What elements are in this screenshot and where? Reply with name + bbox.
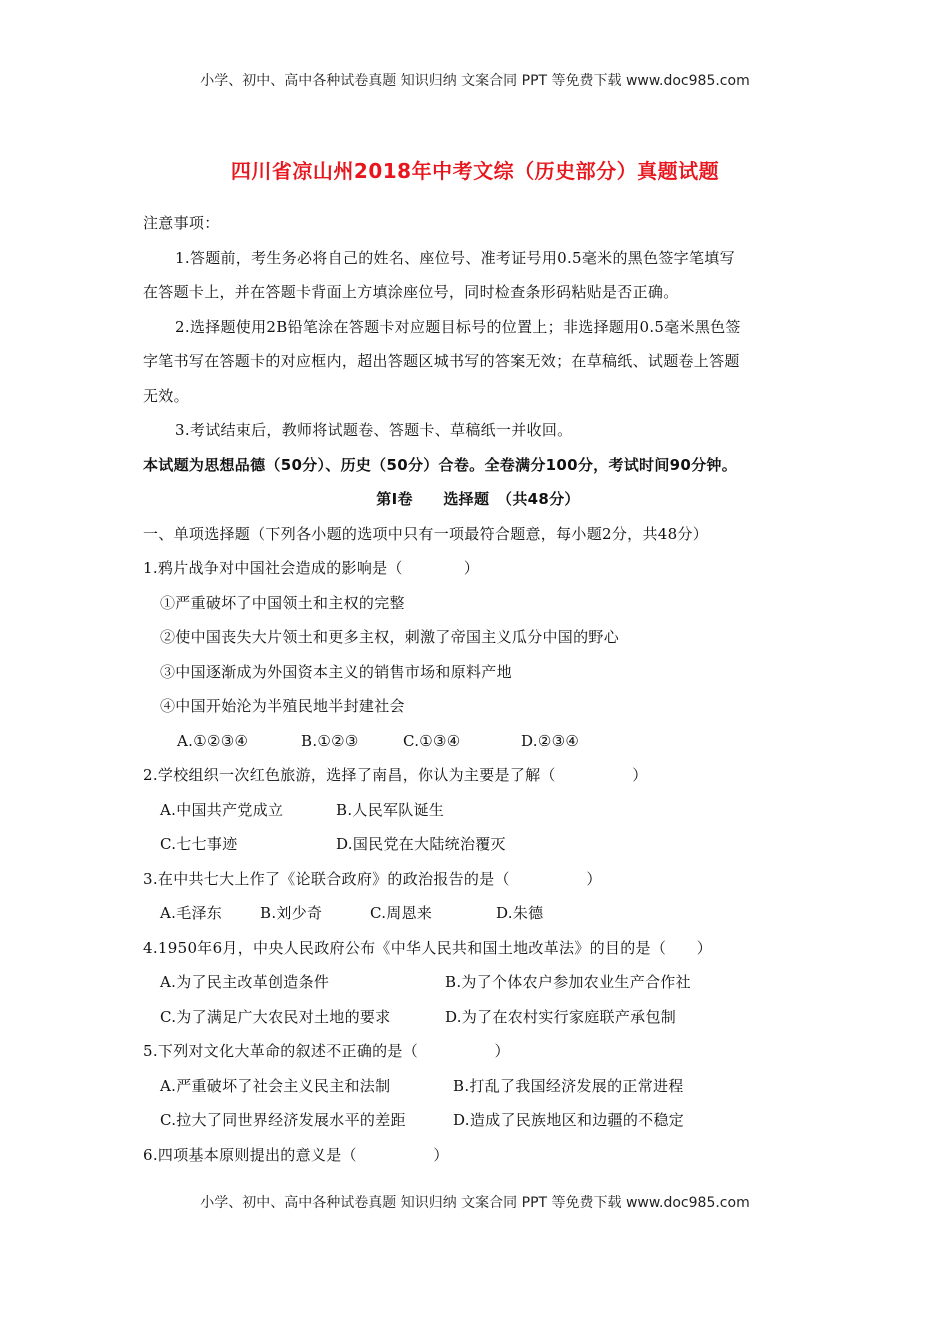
option-a: A.中国共产党成立 xyxy=(160,800,284,819)
question-statement: ①严重破坏了中国领土和主权的完整 xyxy=(160,593,405,612)
question-statement: ③中国逐渐成为外国资本主义的销售市场和原料产地 xyxy=(160,662,512,681)
document-title: 四川省凉山州2018年中考文综（历史部分）真题试题 xyxy=(230,159,720,183)
option-b: B.为了个体农户参加农业生产合作社 xyxy=(445,973,691,991)
question-stem: 3.在中共七大上作了《论联合政府》的政治报告的是（ ） xyxy=(143,869,602,888)
options-row xyxy=(143,1103,813,1138)
option-c: C.①③④ xyxy=(403,731,461,750)
question-stem: 6.四项基本原则提出的意义是（ ） xyxy=(143,1145,449,1164)
page-header-banner: 小学、初中、高中各种试卷真题 知识归纳 文案合同 PPT 等免费下载 www.doc985.com xyxy=(200,73,750,89)
options-row xyxy=(143,965,813,1000)
notice-heading: 注意事项： xyxy=(143,214,220,232)
page-footer-banner: 小学、初中、高中各种试卷真题 知识归纳 文案合同 PPT 等免费下载 www.doc985.com xyxy=(200,1195,750,1211)
option-b: B.打乱了我国经济发展的正常进程 xyxy=(453,1076,684,1095)
options-row xyxy=(143,896,813,931)
options-row xyxy=(143,1069,813,1104)
notice-line: 1.答题前，考生务必将自己的姓名、座位号、准考证号用0.5毫米的黑色签字笔填写 xyxy=(175,248,735,267)
options-row xyxy=(143,1000,813,1035)
option-d: D.朱德 xyxy=(496,904,544,922)
notice-line: 字笔书写在答题卡的对应框内，超出答题区城书写的答案无效；在草稿纸、试题卷上答题 xyxy=(143,352,740,370)
option-c: C.为了满足广大农民对土地的要求 xyxy=(160,1007,391,1026)
option-a: A.为了民主改革创造条件 xyxy=(160,973,330,991)
option-c: C.周恩来 xyxy=(370,904,433,922)
section-instruction: 一、单项选择题（下列各小题的选项中只有一项最符合题意，每小题2分，共48分） xyxy=(143,524,709,543)
question-statement: ②使中国丧失大片领土和更多主权，刺激了帝国主义瓜分中国的野心 xyxy=(160,628,620,646)
notice-line: 在答题卡上，并在答题卡背面上方填涂座位号，同时检查条形码粘贴是否正确。 xyxy=(143,283,679,301)
option-b: B.刘少奇 xyxy=(260,904,323,922)
question-stem: 2.学校组织一次红色旅游，选择了南昌，你认为主要是了解（ ） xyxy=(143,766,648,784)
exam-info: 本试题为思想品德（50分）、历史（50分）合卷。全卷满分100分，考试时间90分钟。 xyxy=(143,455,738,474)
question-stem: 1.鸦片战争对中国社会造成的影响是（ ） xyxy=(143,559,480,577)
option-d: D.为了在农村实行家庭联产承包制 xyxy=(445,1007,677,1026)
options-row xyxy=(143,793,813,828)
options-row xyxy=(143,827,813,862)
options-row xyxy=(143,724,813,759)
notice-line: 3.考试结束后，教师将试题卷、答题卡、草稿纸一并收回。 xyxy=(175,421,573,439)
notice-line: 无效。 xyxy=(143,386,189,405)
option-c: C.拉大了同世界经济发展水平的差距 xyxy=(160,1111,406,1129)
question-stem: 4.1950年6月，中央人民政府公布《中华人民共和国土地改革法》的目的是（ ） xyxy=(143,938,713,957)
option-b: B.人民军队诞生 xyxy=(336,800,445,819)
option-d: D.造成了民族地区和边疆的不稳定 xyxy=(453,1111,685,1129)
question-stem: 5.下列对文化大革命的叙述不正确的是（ ） xyxy=(143,1042,510,1060)
option-c: C.七七事迹 xyxy=(160,835,238,853)
option-d: D.②③④ xyxy=(521,731,580,750)
notice-line: 2.选择题使用2B铅笔涂在答题卡对应题目标号的位置上；非选择题用0.5毫米黑色签 xyxy=(175,317,741,336)
option-a: A.①②③④ xyxy=(177,731,249,750)
option-a: A.毛泽东 xyxy=(160,904,223,922)
option-a: A.严重破坏了社会主义民主和法制 xyxy=(160,1076,391,1095)
document-body xyxy=(143,206,813,1172)
option-d: D.国民党在大陆统治覆灭 xyxy=(336,835,506,853)
section-title: 第Ⅰ卷 选择题 （共48分） xyxy=(376,490,580,508)
question-statement: ④中国开始沦为半殖民地半封建社会 xyxy=(160,697,405,715)
option-b: B.①②③ xyxy=(301,731,359,750)
